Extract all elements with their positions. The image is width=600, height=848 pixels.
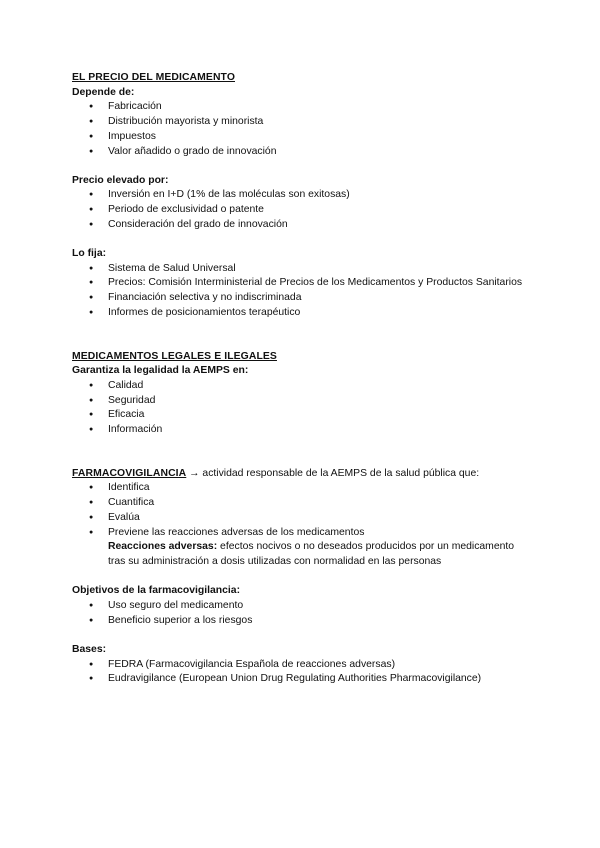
- bases-label: Bases:: [72, 643, 107, 655]
- list-item: ● Informes de posicionamientos terapéutico: [108, 306, 532, 321]
- list-item: ● Financiación selectiva y no indiscriminada: [108, 291, 532, 306]
- farmaco-heading: [72, 467, 532, 482]
- section-title-precio: EL PRECIO DEL MEDICAMENTO: [72, 72, 235, 83]
- garantiza-list: [72, 379, 532, 438]
- list-item: ● Inversión en I+D (1% de las moléculas son exitosas): [108, 188, 532, 203]
- list-item: ● Periodo de exclusividad o patente: [108, 203, 532, 218]
- reacciones-label: Reacciones adversas:: [108, 541, 218, 553]
- fija-list: [72, 262, 532, 321]
- list-item: ● Previene las reacciones adversas de los medicamentos: [108, 526, 532, 541]
- section-title-farmaco: FARMACOVIGILANCIA: [72, 467, 187, 479]
- reacciones-text: efectos nocivos o no deseados producidos por un medicamento tras su administración a dosis utilizadas con normalidad en las personas: [108, 541, 515, 567]
- objetivos-label: Objetivos de la farmacovigilancia:: [72, 585, 241, 597]
- list-item: ● FEDRA (Farmacovigilancia Española de reacciones adversas): [108, 658, 532, 673]
- elevado-label: Precio elevado por:: [72, 174, 169, 186]
- list-item: ● Impuestos: [108, 130, 532, 145]
- document-page: [72, 71, 532, 687]
- list-item: ● Distribución mayorista y minorista: [108, 115, 532, 130]
- farmaco-intro: → actividad responsable de la AEMPS de la salud pública que:: [186, 467, 480, 479]
- list-item: ● Eficacia: [108, 408, 532, 423]
- elevado-list: [72, 188, 532, 232]
- section-title-legales: MEDICAMENTOS LEGALES E ILEGALES: [72, 350, 277, 362]
- list-item: ● Uso seguro del medicamento: [108, 599, 532, 614]
- list-item: ● Beneficio superior a los riesgos: [108, 614, 532, 629]
- depende-label: Depende de:: [72, 86, 135, 98]
- list-item: ● Fabricación: [108, 100, 532, 115]
- list-item: ● Información: [108, 423, 532, 438]
- reacciones-note: [72, 540, 532, 569]
- depende-list: [72, 100, 532, 159]
- list-item: ● Cuantifica: [108, 496, 532, 511]
- list-item: ● Sistema de Salud Universal: [108, 262, 532, 277]
- list-item: ● Seguridad: [108, 394, 532, 409]
- list-item: ● Evalúa: [108, 511, 532, 526]
- list-item: ● Precios: Comisión Interministerial de Precios de los Medicamentos y Productos Sanitarios: [108, 276, 532, 291]
- list-item: ● Consideración del grado de innovación: [108, 218, 532, 233]
- list-item: ● Calidad: [108, 379, 532, 394]
- farmaco-list: [72, 481, 532, 540]
- fija-label: Lo fija:: [72, 248, 107, 260]
- list-item: ● Valor añadido o grado de innovación: [108, 145, 532, 160]
- objetivos-list: [72, 599, 532, 628]
- list-item: ● Eudravigilance (European Union Drug Regulating Authorities Pharmacovigilance): [108, 672, 532, 687]
- bases-list: [72, 658, 532, 687]
- garantiza-label: Garantiza la legalidad la AEMPS en:: [72, 365, 249, 377]
- list-item: ● Identifica: [108, 481, 532, 496]
